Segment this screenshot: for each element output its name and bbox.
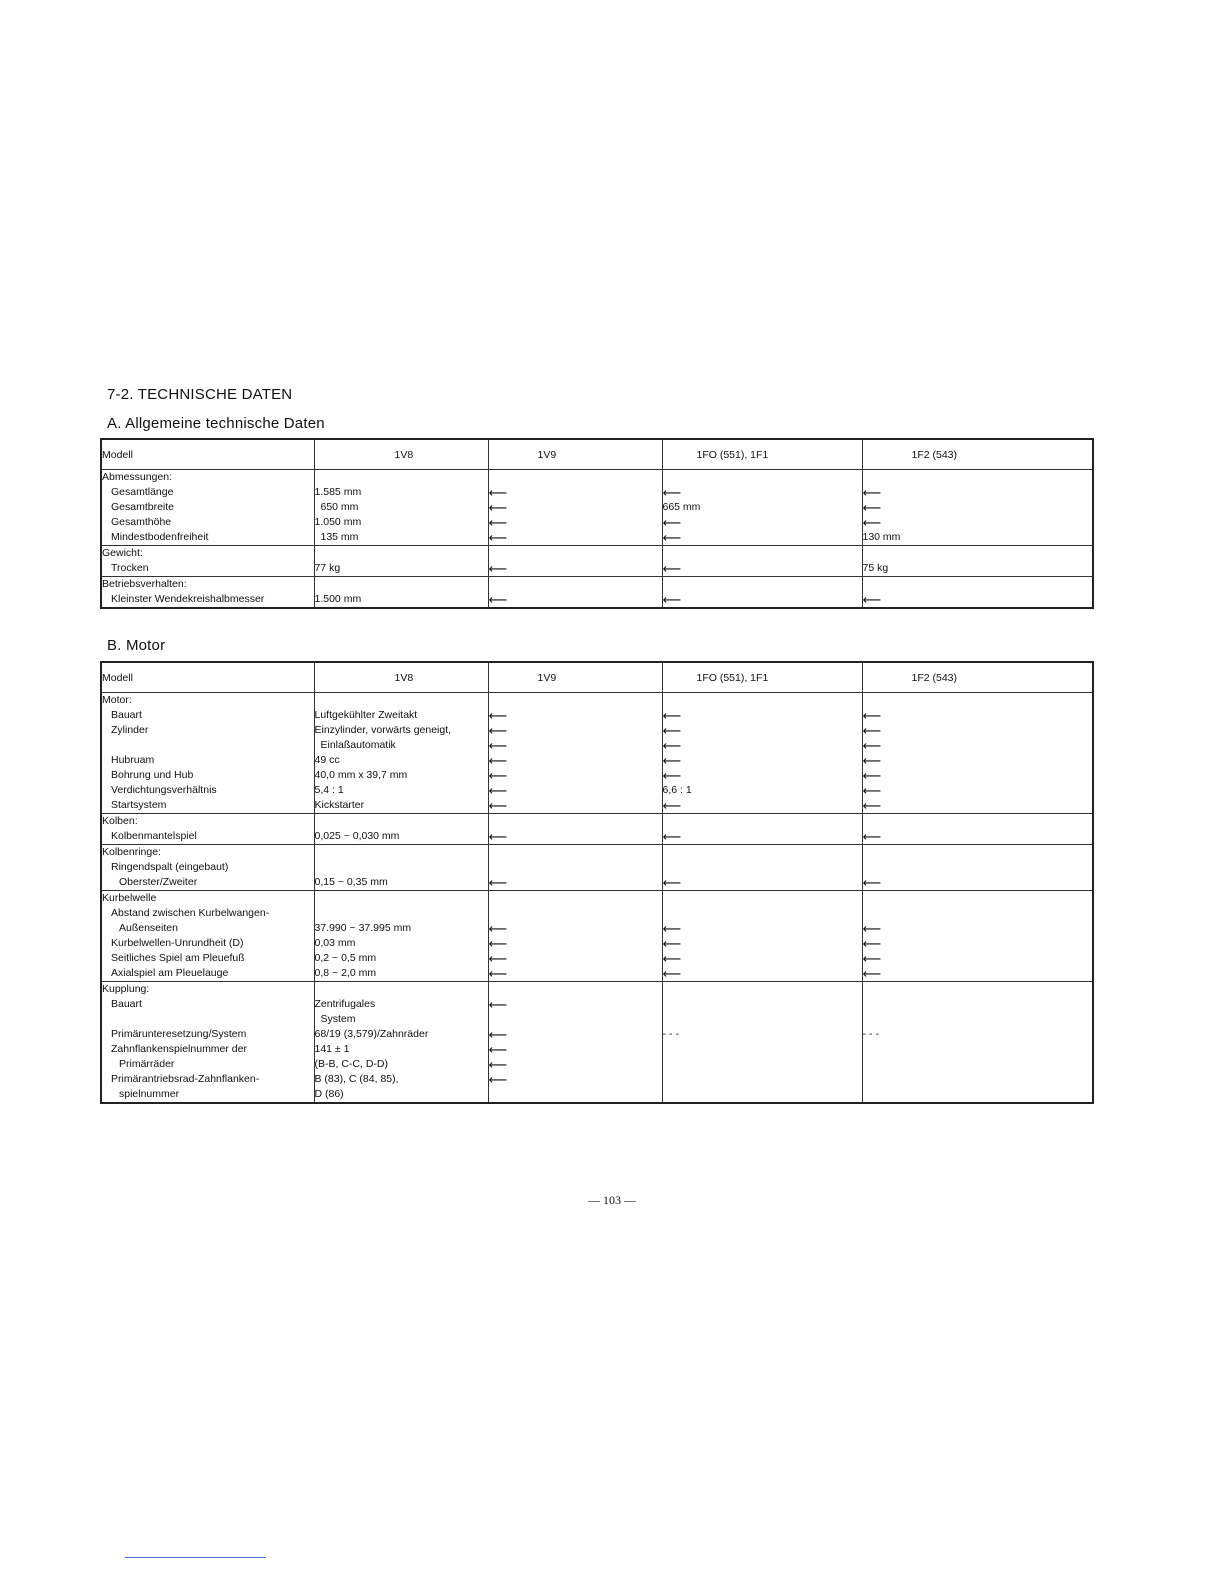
same-as-left-arrow-icon: ⟵: [488, 515, 507, 530]
parameter-value: [863, 814, 1093, 829]
same-as-left-arrow-icon: ⟵: [488, 997, 507, 1012]
value-cell: [488, 891, 662, 982]
parameter-label: Primärantriebsrad-Zahnflanken-: [111, 1073, 260, 1085]
page-number: — 103 —: [588, 1193, 636, 1207]
same-as-left-arrow-icon: ⟵: [488, 921, 507, 936]
parameter-value: [489, 577, 662, 592]
same-as-left-arrow-icon: ⟵: [488, 1057, 507, 1072]
parameter-value: 6,6 : 1: [662, 784, 692, 796]
same-as-left-arrow-icon: ⟵: [662, 753, 681, 768]
table-row: [101, 982, 1093, 1104]
parameter-value: [663, 470, 862, 485]
parameter-value: [663, 693, 862, 708]
same-as-left-arrow-icon: ⟵: [488, 753, 507, 768]
same-as-left-arrow-icon: ⟵: [662, 966, 681, 981]
header-variant: 1V9: [488, 662, 662, 693]
same-as-left-arrow-icon: ⟵: [488, 1042, 507, 1057]
value-cell: [314, 577, 488, 609]
subsection-title-engine: B. Motor: [107, 637, 166, 654]
same-as-left-arrow-icon: ⟵: [488, 768, 507, 783]
value-cell: [662, 577, 862, 609]
parameter-value: [489, 1087, 662, 1102]
parameter-label: Seitliches Spiel am Pleuefuß: [111, 952, 245, 964]
parameter-value: Zentrifugales: [314, 998, 376, 1010]
parameter-value: 650 mm: [320, 501, 359, 513]
same-as-left-arrow-icon: ⟵: [488, 1027, 507, 1042]
parameter-label: Primärunteresetzung/System: [111, 1028, 247, 1040]
row-label-cell: [101, 577, 314, 609]
parameter-value: [663, 860, 862, 875]
same-as-left-arrow-icon: ⟵: [662, 951, 681, 966]
parameter-value: [663, 1057, 862, 1072]
parameter-value: [315, 845, 488, 860]
parameter-label: Hubruam: [111, 754, 155, 766]
parameter-value: [663, 845, 862, 860]
parameter-value: [863, 891, 1093, 906]
parameter-value: [489, 891, 662, 906]
value-cell: [488, 845, 662, 891]
same-as-left-arrow-icon: ⟵: [862, 936, 881, 951]
same-as-left-arrow-icon: ⟵: [488, 592, 507, 607]
parameter-value: [663, 891, 862, 906]
parameter-value: [663, 982, 862, 997]
parameter-value: 5,4 : 1: [314, 784, 344, 796]
same-as-left-arrow-icon: ⟵: [488, 829, 507, 844]
parameter-value: [489, 845, 662, 860]
row-label-cell: [101, 693, 314, 814]
same-as-left-arrow-icon: ⟵: [862, 966, 881, 981]
parameter-value: [315, 693, 488, 708]
same-as-left-arrow-icon: ⟵: [488, 1072, 507, 1087]
table-header-row: [101, 662, 1093, 693]
parameter-value: [315, 546, 488, 561]
table-row: [101, 577, 1093, 609]
group-title: Gewicht:: [102, 547, 143, 559]
value-cell: [488, 693, 662, 814]
same-as-left-arrow-icon: ⟵: [662, 515, 681, 530]
same-as-left-arrow-icon: ⟵: [662, 829, 681, 844]
same-as-left-arrow-icon: ⟵: [662, 723, 681, 738]
parameter-value: [663, 1087, 862, 1102]
table-row: [101, 814, 1093, 845]
parameter-value: [489, 982, 662, 997]
value-cell: [488, 546, 662, 577]
value-cell: [314, 470, 488, 546]
same-as-left-arrow-icon: ⟵: [488, 485, 507, 500]
parameter-label: Trocken: [111, 562, 149, 574]
parameter-label: Oberster/Zweiter: [119, 876, 198, 888]
value-cell: [862, 845, 1093, 891]
table-header-row: [101, 439, 1093, 470]
parameter-label: Bauart: [111, 998, 142, 1010]
parameter-value: 0,15 ~ 0,35 mm: [314, 876, 388, 888]
parameter-value: 141 ± 1: [314, 1043, 350, 1055]
general-data-table: [100, 438, 1094, 609]
parameter-value: 49 cc: [314, 754, 340, 766]
value-cell: [314, 546, 488, 577]
parameter-value: 37.990 ~ 37.995 mm: [314, 922, 412, 934]
parameter-value: [489, 906, 662, 921]
parameter-label: Bohrung und Hub: [111, 769, 194, 781]
same-as-left-arrow-icon: ⟵: [862, 783, 881, 798]
parameter-label: Kurbelwellen-Unrundheit (D): [111, 937, 244, 949]
parameter-label: Kolbenmantelspiel: [111, 830, 197, 842]
parameter-value: [863, 982, 1093, 997]
parameter-value: [315, 982, 488, 997]
same-as-left-arrow-icon: ⟵: [862, 875, 881, 890]
parameter-label: Abstand zwischen Kurbelwangen-: [111, 907, 270, 919]
parameter-label: [102, 738, 314, 753]
parameter-value: 0,03 mm: [314, 937, 356, 949]
same-as-left-arrow-icon: ⟵: [488, 951, 507, 966]
same-as-left-arrow-icon: ⟵: [488, 500, 507, 515]
parameter-value: 40,0 mm x 39,7 mm: [314, 769, 408, 781]
parameter-value: [489, 470, 662, 485]
parameter-label: Verdichtungsverhältnis: [111, 784, 217, 796]
same-as-left-arrow-icon: ⟵: [662, 708, 681, 723]
same-as-left-arrow-icon: ⟵: [488, 875, 507, 890]
parameter-label: Gesamtlänge: [111, 486, 174, 498]
parameter-value: [663, 814, 862, 829]
parameter-label: Startsystem: [111, 799, 167, 811]
parameter-value: [863, 577, 1093, 592]
parameter-label: Kleinster Wendekreishalbmesser: [111, 593, 265, 605]
value-cell: [862, 470, 1093, 546]
same-as-left-arrow-icon: ⟵: [862, 592, 881, 607]
parameter-label: Außenseiten: [119, 922, 178, 934]
parameter-label: spielnummer: [119, 1088, 180, 1100]
same-as-left-arrow-icon: ⟵: [862, 738, 881, 753]
parameter-value: 1.585 mm: [314, 486, 362, 498]
same-as-left-arrow-icon: ⟵: [662, 561, 681, 576]
header-variant: 1FO (551), 1F1: [662, 662, 862, 693]
same-as-left-arrow-icon: ⟵: [488, 738, 507, 753]
parameter-value: [863, 1057, 1093, 1072]
same-as-left-arrow-icon: ⟵: [862, 500, 881, 515]
parameter-value: [489, 546, 662, 561]
parameter-value: [663, 1072, 862, 1087]
row-label-cell: [101, 845, 314, 891]
group-title: Kurbelwelle: [102, 892, 157, 904]
group-title: Abmessungen:: [102, 471, 173, 483]
same-as-left-arrow-icon: ⟵: [488, 530, 507, 545]
same-as-left-arrow-icon: ⟵: [488, 723, 507, 738]
value-cell: [488, 577, 662, 609]
parameter-value: D (86): [314, 1088, 344, 1100]
parameter-value: 75 kg: [862, 562, 889, 574]
row-label-cell: [101, 982, 314, 1104]
same-as-left-arrow-icon: ⟵: [488, 783, 507, 798]
header-variant: 1V8: [314, 439, 488, 470]
parameter-value: 130 mm: [862, 531, 901, 543]
value-cell: [488, 814, 662, 845]
parameter-value: Einlaßautomatik: [320, 739, 396, 751]
parameter-value: [863, 845, 1093, 860]
parameter-label: Mindestbodenfreiheit: [111, 531, 209, 543]
row-label-cell: [101, 814, 314, 845]
parameter-value: [663, 546, 862, 561]
value-cell: [662, 470, 862, 546]
parameter-label: Zahnflankenspielnummer der: [111, 1043, 247, 1055]
table-row: [101, 546, 1093, 577]
same-as-left-arrow-icon: ⟵: [862, 921, 881, 936]
header-variant: 1F2 (543): [862, 662, 1093, 693]
same-as-left-arrow-icon: ⟵: [862, 951, 881, 966]
value-cell: [662, 982, 862, 1104]
parameter-value: [663, 997, 862, 1012]
value-cell: [314, 845, 488, 891]
same-as-left-arrow-icon: ⟵: [662, 530, 681, 545]
parameter-value: Kickstarter: [314, 799, 365, 811]
same-as-left-arrow-icon: ⟵: [662, 485, 681, 500]
same-as-left-arrow-icon: ⟵: [488, 966, 507, 981]
same-as-left-arrow-icon: ⟵: [862, 708, 881, 723]
parameter-value: (B-B, C-C, D-D): [314, 1058, 388, 1070]
parameter-value: [315, 891, 488, 906]
parameter-value: [489, 693, 662, 708]
value-cell: [862, 546, 1093, 577]
header-variant: 1V8: [314, 662, 488, 693]
same-as-left-arrow-icon: ⟵: [488, 561, 507, 576]
parameter-value: [863, 693, 1093, 708]
parameter-value: [663, 1012, 862, 1027]
parameter-value: 0,8 ~ 2,0 mm: [314, 967, 377, 979]
table-row: [101, 693, 1093, 814]
parameter-value: [863, 906, 1093, 921]
parameter-label: Gesamthöhe: [111, 516, 172, 528]
value-cell: [662, 693, 862, 814]
value-cell: [662, 546, 862, 577]
parameter-value: B (83), C (84, 85),: [314, 1073, 399, 1085]
value-cell: [314, 693, 488, 814]
value-cell: [862, 693, 1093, 814]
same-as-left-arrow-icon: ⟵: [662, 798, 681, 813]
parameter-label: Primärräder: [119, 1058, 175, 1070]
parameter-value: [315, 470, 488, 485]
table-row: [101, 845, 1093, 891]
group-title: Kolben:: [102, 815, 138, 827]
same-as-left-arrow-icon: ⟵: [662, 921, 681, 936]
parameter-value: 0,2 ~ 0,5 mm: [314, 952, 377, 964]
header-model: Modell: [101, 439, 314, 470]
same-as-left-arrow-icon: ⟵: [862, 515, 881, 530]
parameter-value: [315, 906, 488, 921]
parameter-value: [863, 1042, 1093, 1057]
same-as-left-arrow-icon: ⟵: [862, 768, 881, 783]
parameter-label: Ringendspalt (eingebaut): [111, 861, 229, 873]
same-as-left-arrow-icon: ⟵: [662, 936, 681, 951]
header-model: Modell: [101, 662, 314, 693]
parameter-label: Zylinder: [111, 724, 149, 736]
parameter-value: 1.500 mm: [314, 593, 362, 605]
value-cell: [662, 845, 862, 891]
parameter-value: 77 kg: [314, 562, 341, 574]
parameter-value: [489, 860, 662, 875]
row-label-cell: [101, 891, 314, 982]
same-as-left-arrow-icon: ⟵: [662, 875, 681, 890]
value-cell: [862, 891, 1093, 982]
same-as-left-arrow-icon: ⟵: [662, 768, 681, 783]
parameter-value: [863, 997, 1093, 1012]
same-as-left-arrow-icon: ⟵: [862, 798, 881, 813]
group-title: Motor:: [102, 694, 132, 706]
same-as-left-arrow-icon: ⟵: [862, 829, 881, 844]
engine-data-table: [100, 661, 1094, 1104]
value-cell: [488, 982, 662, 1104]
parameter-value: Luftgekühlter Zweitakt: [314, 709, 418, 721]
value-cell: [488, 470, 662, 546]
same-as-left-arrow-icon: ⟵: [662, 738, 681, 753]
parameter-value: [863, 470, 1093, 485]
row-label-cell: [101, 546, 314, 577]
parameter-value: Einzylinder, vorwärts geneigt,: [314, 724, 452, 736]
parameter-value: [663, 1042, 862, 1057]
value-cell: [862, 814, 1093, 845]
parameter-value: 1.050 mm: [314, 516, 362, 528]
parameter-label: Bauart: [111, 709, 142, 721]
same-as-left-arrow-icon: ⟵: [488, 708, 507, 723]
group-title: Kupplung:: [102, 983, 150, 995]
parameter-value: [863, 1087, 1093, 1102]
parameter-value: [863, 860, 1093, 875]
parameter-value: [663, 906, 862, 921]
table-row: [101, 470, 1093, 546]
same-as-left-arrow-icon: ⟵: [662, 592, 681, 607]
parameter-value: 68/19 (3,579)/Zahnräder: [314, 1028, 429, 1040]
value-cell: [314, 814, 488, 845]
value-cell: [862, 982, 1093, 1104]
header-variant: 1V9: [488, 439, 662, 470]
same-as-left-arrow-icon: ⟵: [862, 753, 881, 768]
parameter-value: [663, 577, 862, 592]
parameter-value: [863, 546, 1093, 561]
value-cell: [662, 891, 862, 982]
row-label-cell: [101, 470, 314, 546]
value-cell: [314, 891, 488, 982]
parameter-value: 135 mm: [320, 531, 359, 543]
subsection-title-general: A. Allgemeine technische Daten: [107, 415, 325, 432]
parameter-value: [315, 860, 488, 875]
group-title: Betriebsverhalten:: [102, 578, 187, 590]
value-cell: [862, 577, 1093, 609]
parameter-label: Axialspiel am Pleuelauge: [111, 967, 229, 979]
parameter-label: [102, 1012, 314, 1027]
same-as-left-arrow-icon: ⟵: [862, 485, 881, 500]
parameter-value: [315, 577, 488, 592]
same-as-left-arrow-icon: ⟵: [862, 723, 881, 738]
group-title: Kolbenringe:: [102, 846, 161, 858]
not-applicable-dash: ---: [862, 1028, 882, 1040]
value-cell: [662, 814, 862, 845]
header-variant: 1F2 (543): [862, 439, 1093, 470]
same-as-left-arrow-icon: ⟵: [488, 798, 507, 813]
section-title: 7-2. TECHNISCHE DATEN: [107, 386, 293, 403]
parameter-value: 665 mm: [662, 501, 701, 513]
parameter-value: System: [320, 1013, 356, 1025]
footer-link-underline[interactable]: [125, 1557, 266, 1558]
parameter-label: Gesamtbreite: [111, 501, 175, 513]
table-row: [101, 891, 1093, 982]
not-applicable-dash: ---: [662, 1028, 682, 1040]
header-variant: 1FO (551), 1F1: [662, 439, 862, 470]
parameter-value: 0,025 ~ 0,030 mm: [314, 830, 400, 842]
parameter-value: [863, 1072, 1093, 1087]
parameter-value: [315, 814, 488, 829]
same-as-left-arrow-icon: ⟵: [488, 936, 507, 951]
parameter-value: [489, 1012, 662, 1027]
value-cell: [314, 982, 488, 1104]
parameter-value: [863, 1012, 1093, 1027]
parameter-value: [489, 814, 662, 829]
